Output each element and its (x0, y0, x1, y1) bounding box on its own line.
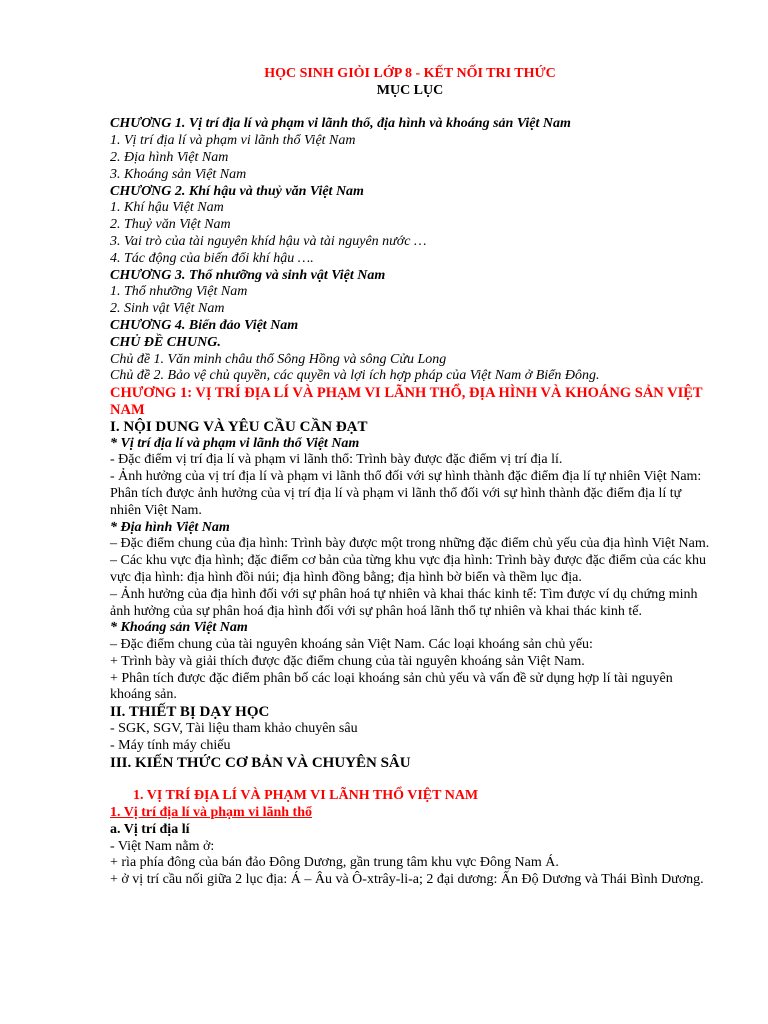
body-paragraph: – Ảnh hưởng của địa hình đối với sự phân hoá tự nhiên và khai thác kinh tế: Tìm được ví dụ chứng minh ảnh hưởng của sự phân hoá địa hình đối với sự phân hoá lãnh thổ tự nhiên và khai thác kinh tế. (110, 586, 698, 619)
toc-item[interactable]: 2. Thuỷ văn Việt Nam (110, 217, 231, 233)
body-paragraph: – Các khu vực địa hình; đặc điểm cơ bản của từng khu vực địa hình: Trình bày được đặc điểm của các khu vực địa hình: địa hình đồi núi; địa hình đồng bằng; địa hình bờ biển và thềm lục địa. (110, 553, 707, 585)
toc-item[interactable]: 1. Khí hậu Việt Nam (110, 200, 224, 216)
toc-chapter-4[interactable]: CHƯƠNG 4. Biển đảo Việt Nam (110, 317, 299, 333)
toc-chapter-2[interactable]: CHƯƠNG 2. Khí hậu và thuỷ văn Việt Nam (110, 183, 364, 199)
body-paragraph: + rìa phía đông của bán đảo Đông Dương, gần trung tâm khu vực Đông Nam Á. (110, 855, 559, 871)
subsection-heading: * Khoáng sản Việt Nam (110, 620, 248, 636)
body-paragraph: + Phân tích được đặc điểm phân bố các loại khoáng sản chủ yếu và vấn đề sử dụng hợp lí tài nguyên khoáng sản. (110, 670, 673, 703)
body-paragraph: + ở vị trí cầu nối giữa 2 lục địa: Á – Âu và Ô-xtrây-li-a; 2 đại dương: Ấn Độ Dương và Thái Bình Dương. (110, 872, 704, 888)
subsection-heading: * Vị trí địa lí và phạm vi lãnh thổ Việt Nam (110, 435, 360, 451)
toc-topic[interactable]: Chủ đề 1. Văn minh châu thổ Sông Hồng và sông Cửu Long (110, 351, 447, 367)
toc-item[interactable]: 1. Thổ nhưỡng Việt Nam (110, 284, 248, 300)
section-heading: III. KIẾN THỨC CƠ BẢN VÀ CHUYÊN SÂU (110, 754, 411, 771)
chapter-1-title: CHƯƠNG 1: VỊ TRÍ ĐỊA LÍ VÀ PHẠM VI LÃNH THỔ, ĐỊA HÌNH VÀ KHOÁNG SẢN VIỆT NAM (110, 385, 703, 418)
subsection-heading: * Địa hình Việt Nam (110, 519, 230, 535)
body-paragraph: - SGK, SGV, Tài liệu tham khảo chuyên sâu (110, 721, 358, 737)
body-paragraph: + Trình bày và giải thích được đặc điểm chung của tài nguyên khoáng sản Việt Nam. (110, 653, 585, 669)
toc-item[interactable]: 4. Tác động của biến đổi khí hậu …. (110, 250, 314, 266)
toc-chapter-3[interactable]: CHƯƠNG 3. Thổ nhưỡng và sinh vật Việt Nam (110, 267, 386, 283)
body-paragraph: - Ảnh hưởng của vị trí địa lí và phạm vi lãnh thổ đối với sự hình thành đặc điểm địa lí tự nhiên Việt Nam: Phân tích được ảnh hưởng của vị trí địa lí và phạm vi lãnh thổ đối với sự hình thành đặc điểm địa lí tự nhiên Việt Nam. (110, 469, 702, 518)
body-paragraph: - Đặc điểm vị trí địa lí và phạm vi lãnh thổ: Trình bày được đặc điểm vị trí địa lí. (110, 452, 563, 468)
toc-heading: MỤC LỤC (376, 82, 444, 98)
document-title: HỌC SINH GIỎI LỚP 8 - KẾT NỐI TRI THỨC (264, 66, 556, 81)
toc-chapter-1[interactable]: CHƯƠNG 1. Vị trí địa lí và phạm vi lãnh thổ, địa hình và khoáng sản Việt Nam (110, 116, 571, 132)
body-paragraph: - Máy tính máy chiếu (110, 737, 231, 753)
toc-item[interactable]: 3. Khoáng sản Việt Nam (110, 166, 247, 182)
document-page (110, 66, 710, 889)
body-paragraph: - Việt Nam nằm ở: (110, 838, 215, 854)
toc-item[interactable]: 2. Sinh vật Việt Nam (110, 301, 225, 317)
body-paragraph: – Đặc điểm chung của địa hình: Trình bày được một trong những đặc điểm chủ yếu của địa hình Việt Nam. (110, 536, 710, 552)
toc-item[interactable]: 1. Vị trí địa lí và phạm vi lãnh thổ Việt Nam (110, 133, 356, 149)
section-heading: I. NỘI DUNG VÀ YÊU CẦU CẦN ĐẠT (110, 418, 368, 435)
item-heading: a. Vị trí địa lí (110, 821, 190, 837)
body-paragraph: – Đặc điểm chung của tài nguyên khoáng sản Việt Nam. Các loại khoáng sản chủ yếu: (110, 637, 593, 653)
section-heading: II. THIẾT BỊ DẠY HỌC (110, 704, 270, 721)
part-heading: 1. VỊ TRÍ ĐỊA LÍ VÀ PHẠM VI LÃNH THỔ VIỆT NAM (133, 788, 479, 804)
toc-item[interactable]: 3. Vai trò của tài nguyên khíd hậu và tài nguyên nước … (110, 233, 427, 249)
toc-item[interactable]: 2. Địa hình Việt Nam (110, 149, 229, 165)
toc-topics-heading[interactable]: CHỦ ĐỀ CHUNG. (110, 334, 221, 350)
part-subheading: 1. Vị trí địa lí và phạm vi lãnh thổ (110, 805, 313, 821)
toc-topic[interactable]: Chủ đề 2. Bảo vệ chủ quyền, các quyền và lợi ích hợp pháp của Việt Nam ở Biển Đông. (110, 368, 600, 384)
